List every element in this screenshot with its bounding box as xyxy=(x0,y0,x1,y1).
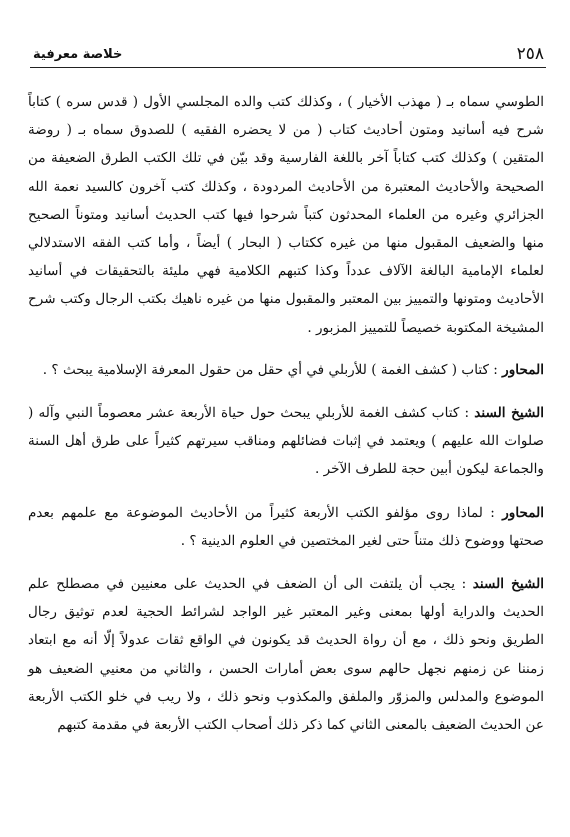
paragraph-interviewer-question xyxy=(28,356,544,384)
paragraph-continuation xyxy=(28,88,544,342)
paragraph-text: : كتاب كشف الغمة للأربلي يبحث حول حياة الأربعة عشر معصوماً النبي وآله ( صلوات الله عليهم ) ويعتمد في إثبات فضائلهم ومناقب سيرتهم كثيراً على طرق أهل السنة والجماعة ليكون أبين حجة للطرف الآخر . xyxy=(28,405,544,478)
header-rule xyxy=(30,67,546,68)
running-header xyxy=(33,38,544,66)
page-body xyxy=(28,88,544,754)
speaker-label: المحاور xyxy=(502,504,545,521)
paragraph-interviewer-question xyxy=(28,499,544,555)
page-number: ٢٥٨ xyxy=(516,44,544,64)
paragraph-text: : يجب أن يلتفت الى أن الضعف في الحديث على معنيين في مصطلح علم الحديث والدراية أولها بمعنى وغير المعتبر غير الواجد لشرائط الحجية لعدم توثيق رجال الطريق ونحو ذلك ، مع أن رواة الحديث قد يكونون في الواقع ثقات عدولاً إلّا أنه مع ابتعاد زمننا عن زمنهم نجهل حالهم سوى بعض أمارات الحسن ، والثاني من معنيي الضعيف هو الموضوع والمدلس والمزوّر والملفق والمكذوب ونحو ذلك ، ولا ريب في خلو الكتب الأربعة عن الحديث الضعيف بالمعنى الثاني كما ذكر ذلك أصحاب الكتب الأربعة في مقدمة كتبهم xyxy=(28,576,544,734)
paragraph-sheikh-answer xyxy=(28,570,544,739)
paragraph-text: : لماذا روى مؤلفو الكتب الأربعة كثيراً من الأحاديث الموضوعة مع علمهم بعدم صحتها ووضوح ذلك متناً حتى لغير المختصين في العلوم الدينية ؟ . xyxy=(28,504,544,549)
book-title: خلاصة معرفية xyxy=(33,47,123,62)
speaker-label: المحاور xyxy=(502,361,544,378)
paragraph-sheikh-answer xyxy=(28,399,544,484)
speaker-label: الشيخ السند xyxy=(474,405,544,422)
paragraph-text: : كتاب ( كشف الغمة ) للأربلي في أي حقل من حقول المعرفة الإسلامية يبحث ؟ . xyxy=(42,361,498,378)
paragraph-text: الطوسي سماه بـ ( مهذب الأخيار ) ، وكذلك كتب والده المجلسي الأول ( قدس سره ) كتاباً شرح فيه أسانيد ومتون أحاديث كتاب ( من لا يحضره الفقيه ) للصدوق سماه بـ ( روضة المتقين ) وكذلك كتب كتاباً آخر باللغة الفارسية وقد بيّن في تلك الكتب الطرق الضعيفة من الصحيحة والأحاديث المعتبرة من الأحاديث المردودة ، وكذلك كتب آخرون كالسيد نعمة الله الجزائري وغيره من العلماء المحدثون كتباً شرحوا فيها كتب الحديث أسانيد ومتوناً الصحيح منها والضعيف المقبول منها من غيره ككتاب ( البحار ) أيضاً ، وأما كتب الفقه الاستدلالي لعلماء الإمامية البالغة الآلاف عدداً وكذا كتبهم الكلامية فهي مليئة بالتحقيقات في أسانيد الأحاديث ومتونها والتمييز بين المعتبر والمقبول منها من غيره ناهيك بكتب الرجال وكتب شرح المشيخة المكتوبة خصيصاً للتمييز المزبور . xyxy=(28,94,544,336)
speaker-label: الشيخ السند xyxy=(472,576,544,593)
